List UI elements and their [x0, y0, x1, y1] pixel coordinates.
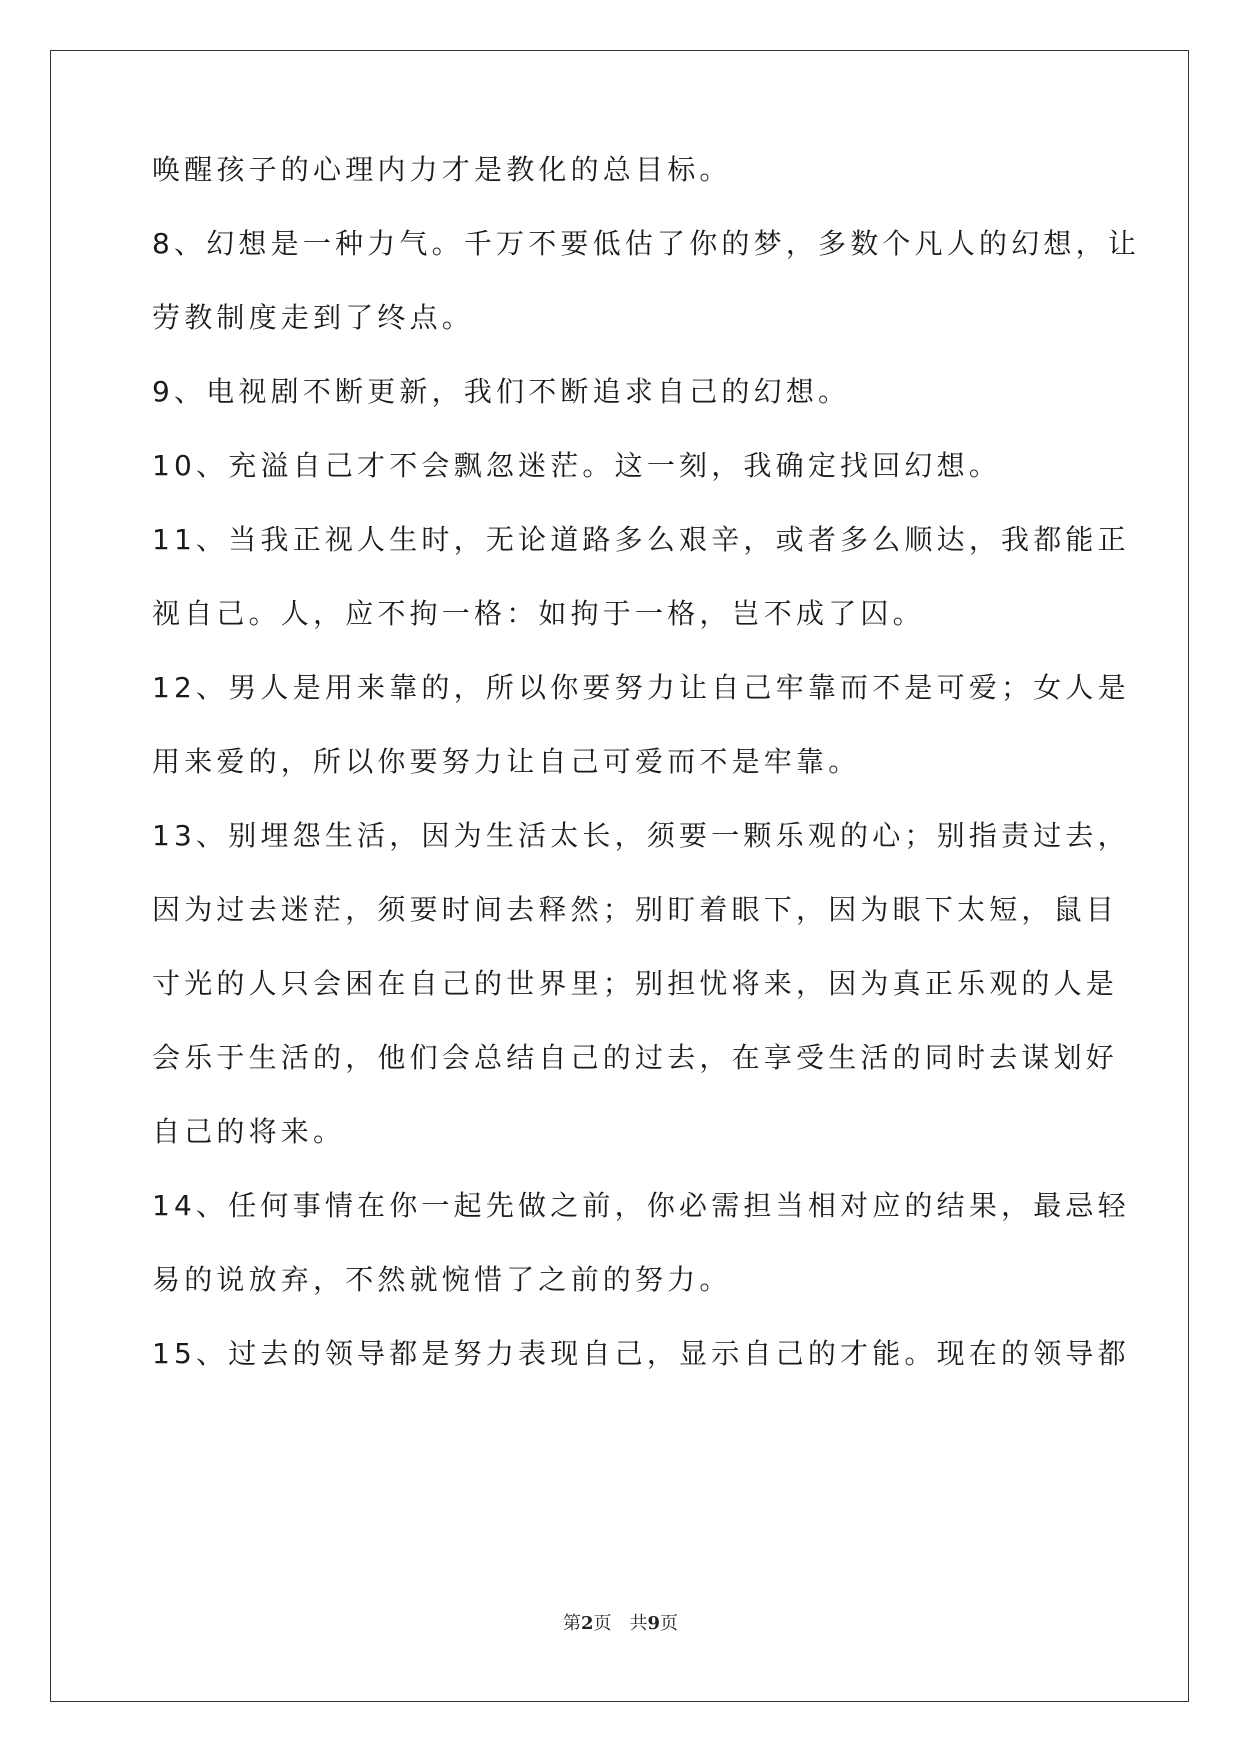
total-pages-label: 共9页 [629, 1613, 679, 1634]
text-line: 12、男人是用来靠的，所以你要努力让自己牢靠而不是可爱；女人是 [152, 671, 1130, 704]
text-line: 9、电视剧不断更新，我们不断追求自己的幻想。 [152, 375, 851, 408]
text-line: 易的说放弃，不然就惋惜了之前的努力。 [152, 1263, 732, 1296]
text-line: 唤醒孩子的心理内力才是教化的总目标。 [152, 153, 732, 186]
text-line: 10、充溢自己才不会飘忽迷茫。这一刻，我确定找回幻想。 [152, 449, 1002, 482]
text-line: 自己的将来。 [152, 1115, 346, 1148]
text-line: 15、过去的领导都是努力表现自己，显示自己的才能。现在的领导都 [152, 1337, 1130, 1370]
text-line: 会乐于生活的，他们会总结自己的过去，在享受生活的同时去谋划好 [152, 1041, 1119, 1074]
text-line: 8、幻想是一种力气。千万不要低估了你的梦，多数个凡人的幻想，让 [152, 227, 1141, 260]
text-line: 13、别埋怨生活，因为生活太长，须要一颗乐观的心；别指责过去， [152, 819, 1130, 852]
text-line: 因为过去迷茫，须要时间去释然；别盯着眼下，因为眼下太短，鼠目 [152, 893, 1119, 926]
text-line: 11、当我正视人生时，无论道路多么艰辛，或者多么顺达，我都能正 [152, 523, 1130, 556]
text-line: 劳教制度走到了终点。 [152, 301, 475, 334]
text-line: 用来爱的，所以你要努力让自己可爱而不是牢靠。 [152, 745, 861, 778]
text-line: 视自己。人，应不拘一格：如拘于一格，岂不成了囚。 [152, 597, 925, 630]
page-number-label: 第2页 [562, 1613, 612, 1634]
page-border [50, 50, 1189, 1702]
total-page-number: 9 [647, 1613, 661, 1634]
current-page-number: 2 [580, 1613, 594, 1634]
text-line: 寸光的人只会困在自己的世界里；别担忧将来，因为真正乐观的人是 [152, 967, 1119, 1000]
text-line: 14、任何事情在你一起先做之前，你必需担当相对应的结果，最忌轻 [152, 1189, 1130, 1222]
page-footer [0, 1612, 1241, 1636]
